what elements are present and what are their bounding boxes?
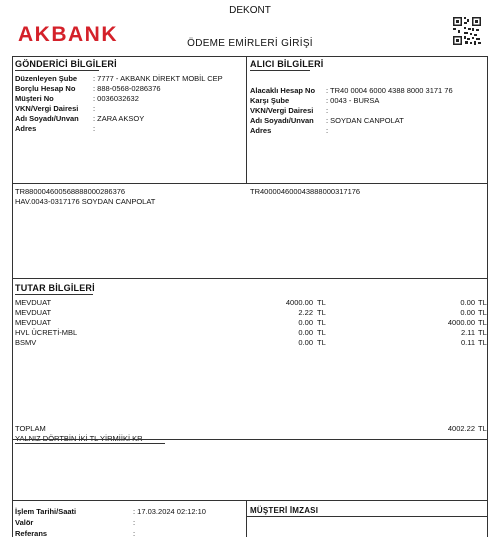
total-label: TOPLAM	[15, 424, 46, 433]
amount-row-name: MEVDUAT	[15, 318, 52, 327]
receiver-row-name	[250, 116, 404, 125]
amount-row-value: 0.00	[298, 338, 313, 347]
sender-iban: TR880004600568888000286376	[15, 187, 126, 196]
sender-row-value: : 0036032632	[93, 94, 139, 103]
total-value: 4002.22	[447, 424, 475, 433]
currency-label: TL	[317, 298, 326, 307]
sender-row-address	[15, 124, 96, 133]
amount-row-name: HVL ÜCRETİ-MBL	[15, 328, 78, 337]
receiver-row-label: Adres	[250, 126, 272, 135]
receiver-row-value: : TR40 0004 6000 4388 8000 3171 76	[326, 86, 453, 95]
receiver-row-branch	[250, 96, 380, 105]
receiver-row-value: :	[326, 106, 329, 115]
transfer-info-box	[12, 183, 488, 279]
sender-row-label: VKN/Vergi Dairesi	[15, 104, 79, 113]
qr-code-icon	[452, 16, 482, 46]
signature-line	[246, 516, 487, 517]
sender-row-tax	[15, 104, 96, 113]
signature-title: MÜŞTERİ İMZASI	[250, 506, 319, 515]
amount-in-words: YALNIZ DÖRTBİN İKİ TL YİRMİİKİ KR	[15, 434, 143, 443]
sender-row-value: : ZARA AKSOY	[93, 114, 145, 123]
amount-info-box	[12, 278, 488, 443]
footer-box	[12, 500, 488, 537]
footer-row-date	[15, 507, 206, 516]
amount-row-col2: 0.11	[460, 338, 475, 347]
amount-row-name: BSMV	[15, 338, 37, 347]
footer-row-reference	[15, 529, 136, 537]
receiver-title-underline	[250, 70, 310, 71]
currency-label: TL	[478, 318, 487, 327]
currency-label: TL	[317, 318, 326, 327]
receiver-section-title: ALICI BİLGİLERİ	[250, 59, 324, 69]
notes-box	[12, 439, 488, 501]
sender-row-name	[15, 114, 145, 123]
footer-row-value: :	[133, 518, 136, 527]
currency-label: TL	[317, 308, 326, 317]
sender-row-branch	[15, 74, 223, 83]
sender-title-underline	[15, 70, 99, 71]
document-subtitle: ÖDEME EMİRLERİ GİRİŞİ	[187, 38, 313, 49]
receiver-row-value: : 0043 - BURSA	[326, 96, 380, 105]
sender-row-label: Adres	[15, 124, 37, 133]
amount-row-col2: 4000.00	[447, 318, 475, 327]
party-info-box	[12, 56, 488, 184]
receiver-row-label: VKN/Vergi Dairesi	[250, 106, 314, 115]
footer-row-label: Referans	[15, 529, 48, 537]
sender-row-customer-no	[15, 94, 139, 103]
amount-section-title: TUTAR BİLGİLERİ	[15, 283, 95, 293]
amount-row-value: 4000.00	[285, 298, 313, 307]
currency-label: TL	[478, 298, 487, 307]
sender-row-label: Müşteri No	[15, 94, 54, 103]
receiver-row-label: Alacaklı Hesap No	[250, 86, 316, 95]
currency-label: TL	[478, 338, 487, 347]
currency-label: TL	[317, 328, 326, 337]
footer-row-value: : 17.03.2024 02:12:10	[133, 507, 206, 516]
sender-row-label: Borçlu Hesap No	[15, 84, 76, 93]
receipt-page	[12, 0, 488, 537]
sender-row-label: Adı Soyadı/Unvan	[15, 114, 79, 123]
currency-label: TL	[317, 338, 326, 347]
currency-label: TL	[478, 308, 487, 317]
receipt-header	[12, 0, 488, 56]
receiver-row-label: Adı Soyadı/Unvan	[250, 116, 314, 125]
amount-row-name: MEVDUAT	[15, 298, 52, 307]
amount-row-value: 2.22	[298, 308, 313, 317]
sender-row-value: : 888-0568-0286376	[93, 84, 161, 93]
sender-row-account	[15, 84, 161, 93]
receiver-row-account	[250, 86, 453, 95]
footer-row-label: Valör	[15, 518, 34, 527]
sender-section-title: GÖNDERİCİ BİLGİLERİ	[15, 59, 117, 69]
footer-divider	[246, 501, 247, 537]
column-divider	[246, 57, 247, 183]
currency-label: TL	[478, 328, 487, 337]
akbank-logo: AKBANK	[18, 23, 118, 46]
amount-row-col2: 0.00	[460, 298, 475, 307]
amount-title-underline	[15, 294, 93, 295]
amount-row-col2: 2.11	[460, 328, 475, 337]
amount-row-name: MEVDUAT	[15, 308, 52, 317]
sender-row-value: : 7777 - AKBANK DİREKT MOBİL CEP	[93, 74, 223, 83]
footer-row-label: İşlem Tarihi/Saati	[15, 507, 77, 516]
document-title: DEKONT	[229, 5, 271, 16]
currency-label: TL	[478, 424, 487, 433]
transfer-description: HAV.0043-0317176 SOYDAN CANPOLAT	[15, 197, 156, 206]
sender-row-value: :	[93, 124, 96, 133]
footer-row-value: :	[133, 529, 136, 537]
footer-row-value-date	[15, 518, 136, 527]
sender-row-value: :	[93, 104, 96, 113]
receiver-row-address	[250, 126, 329, 135]
sender-row-label: Düzenleyen Şube	[15, 74, 78, 83]
receiver-row-tax	[250, 106, 329, 115]
receiver-row-value: :	[326, 126, 329, 135]
amount-row-value: 0.00	[298, 328, 313, 337]
receiver-iban: TR400004600043888000317176	[250, 187, 361, 196]
receiver-row-value: : SOYDAN CANPOLAT	[326, 116, 404, 125]
amount-row-col2: 0.00	[460, 308, 475, 317]
amount-row-value: 0.00	[298, 318, 313, 327]
receiver-row-label: Karşı Şube	[250, 96, 290, 105]
